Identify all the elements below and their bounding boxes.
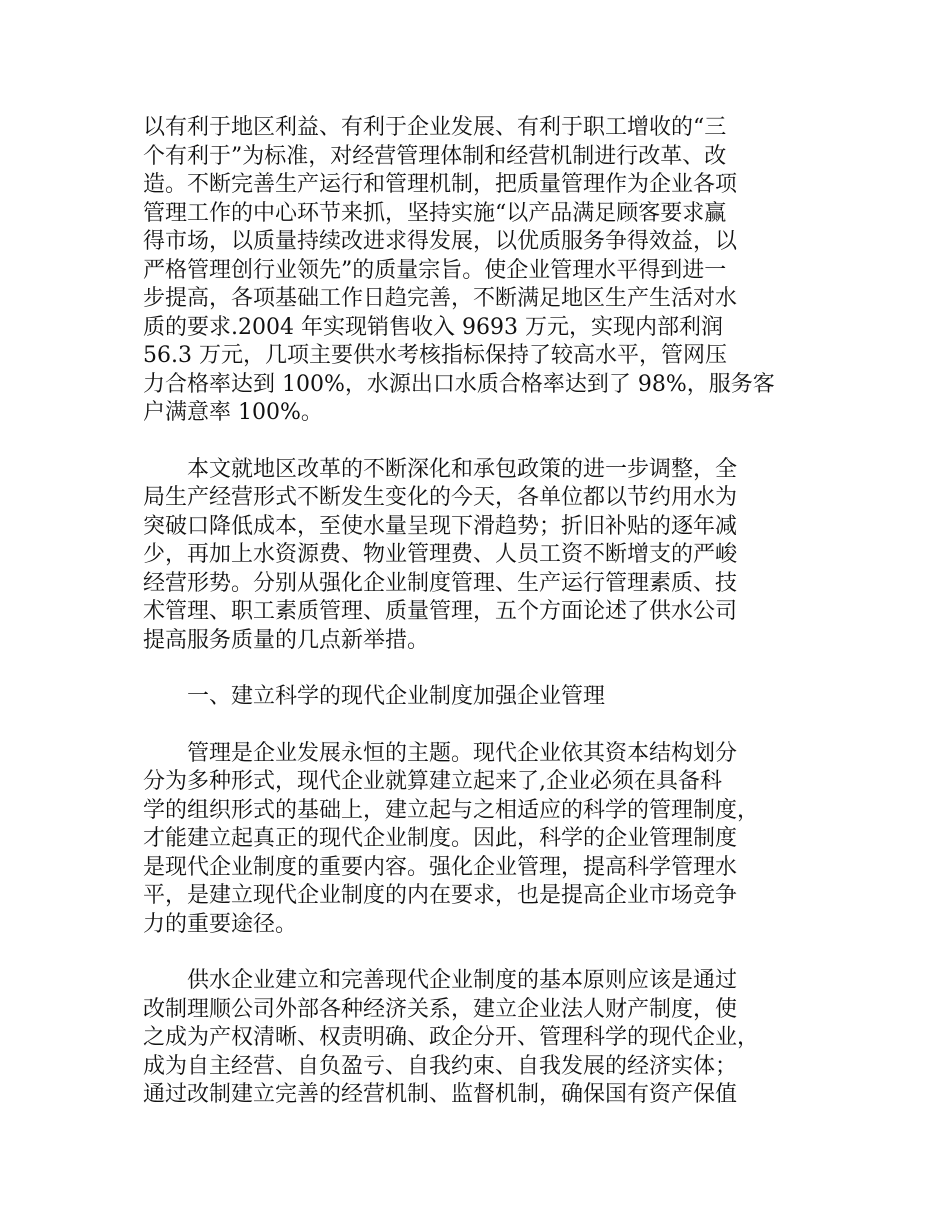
- text-line: 造。不断完善生产运行和管理机制，把质量管理作为企业各项: [143, 172, 738, 197]
- text-line: 供水企业建立和完善现代企业制度的基本原则应该是通过: [187, 968, 738, 993]
- text-line: 通过改制建立完善的经营机制、监督机制，确保国有资产保值: [143, 1082, 738, 1107]
- text-line: 力合格率达到 100%，水源出口水质合格率达到了 98%，服务客: [143, 371, 775, 397]
- text-line: 管理工作的中心环节来抓，坚持实施“以产品满足顾客要求赢: [143, 200, 727, 226]
- section-heading-text: 一、建立科学的现代企业制度加强企业管理: [187, 684, 606, 709]
- text-line: 56.3 万元，几项主要供水考核指标保持了较高水平，管网压: [143, 343, 727, 368]
- text-line: 经营形势。分别从强化企业制度管理、生产运行管理素质、技: [143, 570, 738, 596]
- section-heading: [143, 683, 813, 712]
- text-line: 质的要求.2004 年实现销售收入 9693 万元，实现内部利润: [143, 314, 723, 340]
- text-line: 学的组织形式的基础上，建立起与之相适应的科学的管理制度，: [143, 797, 760, 823]
- text-line: 少，再加上水资源费、物业管理费、人员工资不断增支的严峻: [143, 542, 738, 567]
- text-line: 术管理、职工素质管理、质量管理，五个方面论述了供水公司: [143, 599, 738, 624]
- text-line: 本文就地区改革的不断深化和承包政策的进一步调整，全: [187, 456, 738, 482]
- text-line: 之成为产权清晰、权责明确、政企分开、管理科学的现代企业，: [143, 1025, 760, 1050]
- text-line: 平，是建立现代企业制度的内在要求，也是提高企业市场竞争: [143, 883, 738, 908]
- text-line: 以有利于地区利益、有利于企业发展、有利于职工增收的“三: [143, 115, 727, 140]
- text-line: 成为自主经营、自负盈亏、自我约束、自我发展的经济实体；: [143, 1053, 738, 1079]
- text-line: 突破口降低成本，至使水量呈现下滑趋势；折旧补贴的逐年减: [143, 513, 738, 539]
- text-line: 局生产经营形式不断发生变化的今天，各单位都以节约用水为: [143, 485, 738, 510]
- text-line: 改制理顺公司外部各种经济关系，建立企业法人财产制度，使: [143, 996, 738, 1022]
- text-line: 个有利于”为标准，对经营管理体制和经营机制进行改革、改: [143, 143, 727, 169]
- text-line: 严格管理创行业领先”的质量宗旨。使企业管理水平得到进一: [143, 257, 727, 283]
- text-line: 是现代企业制度的重要内容。强化企业管理，提高科学管理水: [143, 854, 738, 880]
- paragraph-management-theme: [143, 740, 813, 940]
- body-text: [143, 114, 813, 1110]
- text-line: 力的重要途径。: [143, 911, 298, 937]
- paragraph-basic-principles: [143, 967, 813, 1110]
- text-line: 管理是企业发展永恒的主题。现代企业依其资本结构划分: [187, 740, 738, 766]
- text-line: 分为多种形式，现代企业就算建立起来了,企业必须在具备科: [143, 769, 722, 794]
- text-line: 提高服务质量的几点新举措。: [143, 627, 430, 653]
- text-line: 才能建立起真正的现代企业制度。因此，科学的企业管理制度: [143, 826, 738, 851]
- paragraph-overview: [143, 456, 813, 656]
- text-line: 得市场，以质量持续改进求得发展，以优质服务争得效益，以: [143, 229, 738, 254]
- text-line: 户满意率 100%。: [143, 400, 323, 425]
- paragraph-intro-continuation: [143, 114, 813, 428]
- text-line: 步提高，各项基础工作日趋完善，不断满足地区生产生活对水: [143, 286, 738, 311]
